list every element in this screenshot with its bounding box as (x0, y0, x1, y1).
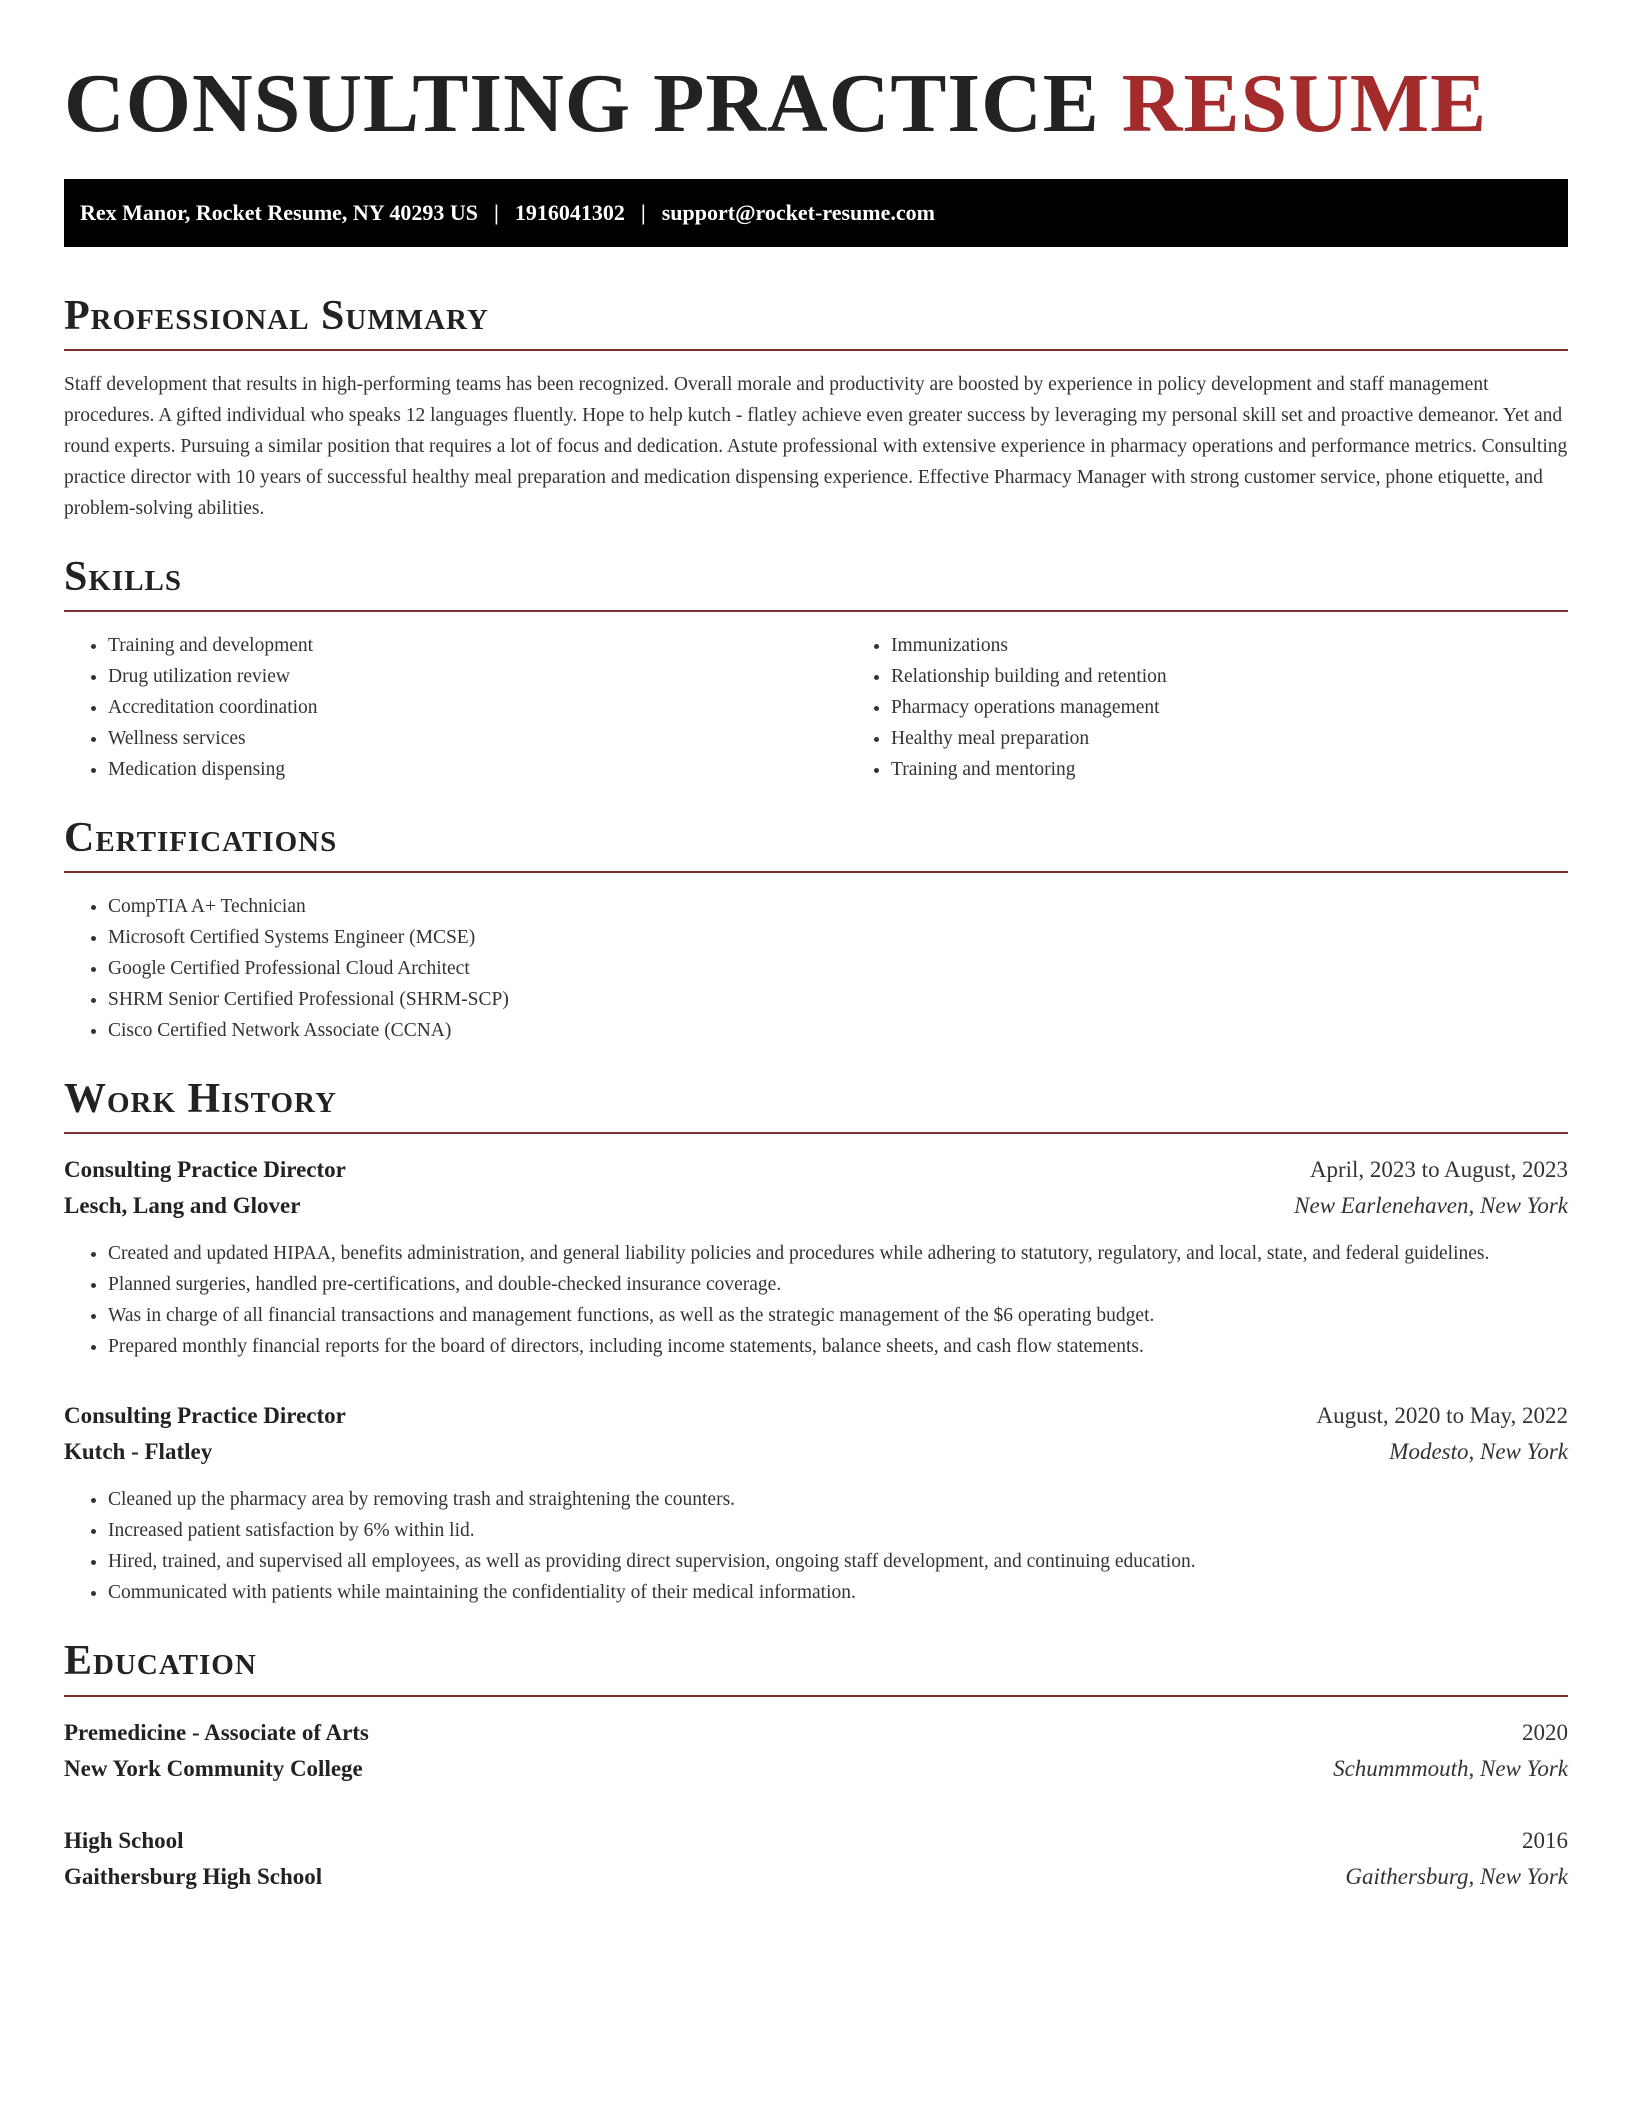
certification-item: • SHRM Senior Certified Professional (SHRM-SCP) (108, 984, 1568, 1015)
skills-section (64, 554, 1568, 785)
job-title: Consulting Practice Director (64, 1157, 346, 1183)
job-bullets (64, 1484, 1568, 1608)
job-company: Kutch - Flatley (64, 1439, 213, 1465)
contact-address: Rex Manor, Rocket Resume, NY 40293 US (80, 199, 478, 225)
education-degree: Premedicine - Associate of Arts (64, 1719, 369, 1745)
job-entry (64, 1152, 1568, 1362)
title-accent: RESUME (1121, 57, 1488, 150)
section-heading-education: Education (64, 1638, 1568, 1696)
contact-separator: | (640, 199, 646, 225)
summary-text: Staff development that results in high-performing teams has been recognized. Overall morale and productivity are boosted by experience in policy development and staff management procedures. A gifted individual who speaks 12 languages fluently. Hope to help kutch - flatley achieve even greater success by leveraging my personal skill set and proactive demeanor. Yet and round experts. Pursuing a similar position that requires a lot of focus and dedication. Astute professional with extensive experience in pharmacy operations and performance metrics. Consulting practice director with 10 years of successful healthy meal preparation and medication dispensing experience. Effective Pharmacy Manager with strong customer service, phone etiquette, and problem-solving abilities. (64, 373, 1568, 519)
education-degree-row (64, 1823, 1568, 1859)
certification-item: • Google Certified Professional Cloud Architect (108, 953, 1568, 984)
skill-item: • Accreditation coordination (108, 692, 847, 723)
education-school: New York Community College (64, 1755, 363, 1781)
job-bullet: • Cleaned up the pharmacy area by removing trash and straightening the counters. (108, 1484, 1568, 1515)
contact-phone: 1916041302 (514, 199, 625, 225)
skills-list-right (847, 630, 1630, 785)
education-entry (64, 1823, 1568, 1895)
job-bullets (64, 1238, 1568, 1362)
education-school-row (64, 1859, 1568, 1895)
job-bullet: • Planned surgeries, handled pre-certifications, and double-checked insurance coverage. (108, 1269, 1568, 1300)
skill-item: • Drug utilization review (108, 661, 847, 692)
job-bullet: • Created and updated HIPAA, benefits administration, and general liability policies and procedures while adhering to statutory, regulatory, and local, state, and federal guidelines. (108, 1238, 1568, 1269)
job-bullet: • Increased patient satisfaction by 6% within lid. (108, 1515, 1568, 1546)
certification-item: • Microsoft Certified Systems Engineer (MCSE) (108, 922, 1568, 953)
skill-item: • Training and mentoring (891, 754, 1630, 785)
job-title-row (64, 1152, 1568, 1188)
contact-bar (64, 179, 1568, 247)
job-location: Modesto, New York (1389, 1439, 1568, 1465)
certification-item: • Cisco Certified Network Associate (CCNA) (108, 1015, 1568, 1046)
certifications-list (64, 891, 1568, 1046)
skill-item: • Pharmacy operations management (891, 692, 1630, 723)
certifications-section (64, 815, 1568, 1046)
skills-list-left (64, 630, 847, 785)
skill-item: • Medication dispensing (108, 754, 847, 785)
job-location: New Earlenehaven, New York (1294, 1193, 1568, 1219)
education-degree: High School (64, 1827, 184, 1853)
job-company: Lesch, Lang and Glover (64, 1193, 301, 1219)
resume-title (64, 0, 1568, 153)
education-year: 2020 (1522, 1719, 1568, 1745)
education-section (64, 1638, 1568, 1894)
section-heading-summary: Professional Summary (64, 293, 1568, 351)
education-degree-row (64, 1715, 1568, 1751)
education-location: Schummmouth, New York (1333, 1755, 1568, 1781)
job-title: Consulting Practice Director (64, 1403, 346, 1429)
contact-separator: | (494, 199, 499, 225)
job-dates: April, 2023 to August, 2023 (1309, 1157, 1568, 1183)
summary-section (64, 293, 1568, 524)
section-heading-certifications: Certifications (64, 815, 1568, 873)
skill-item: • Training and development (108, 630, 847, 661)
title-main: CONSULTING PRACTICE (64, 57, 1100, 150)
contact-email: support@rocket-resume.com (661, 199, 935, 225)
education-school: Gaithersburg High School (64, 1863, 323, 1889)
job-title-row (64, 1398, 1568, 1434)
section-heading-work-history: Work History (64, 1076, 1568, 1134)
job-dates: August, 2020 to May, 2022 (1316, 1403, 1568, 1429)
job-company-row (64, 1434, 1568, 1470)
job-company-row (64, 1188, 1568, 1224)
education-location: Gaithersburg, New York (1345, 1863, 1568, 1889)
skill-item: • Healthy meal preparation (891, 723, 1630, 754)
work-history-section (64, 1076, 1568, 1608)
job-bullet: • Hired, trained, and supervised all employees, as well as providing direct supervision, ongoing staff development, and continuing education. (108, 1546, 1568, 1577)
education-year: 2016 (1522, 1827, 1568, 1853)
section-heading-skills: Skills (64, 554, 1568, 612)
job-entry (64, 1398, 1568, 1608)
certification-item: • CompTIA A+ Technician (108, 891, 1568, 922)
job-bullet: • Prepared monthly financial reports for the board of directors, including income statements, balance sheets, and cash flow statements. (108, 1331, 1568, 1362)
job-bullet: • Communicated with patients while maintaining the confidentiality of their medical information. (108, 1577, 1568, 1608)
job-bullet: • Was in charge of all financial transactions and management functions, as well as the strategic management of the $6 operating budget. (108, 1300, 1568, 1331)
skill-item: • Wellness services (108, 723, 847, 754)
education-school-row (64, 1751, 1568, 1787)
skill-item: • Immunizations (891, 630, 1630, 661)
skills-grid (64, 630, 1568, 785)
skill-item: • Relationship building and retention (891, 661, 1630, 692)
education-entry (64, 1715, 1568, 1787)
